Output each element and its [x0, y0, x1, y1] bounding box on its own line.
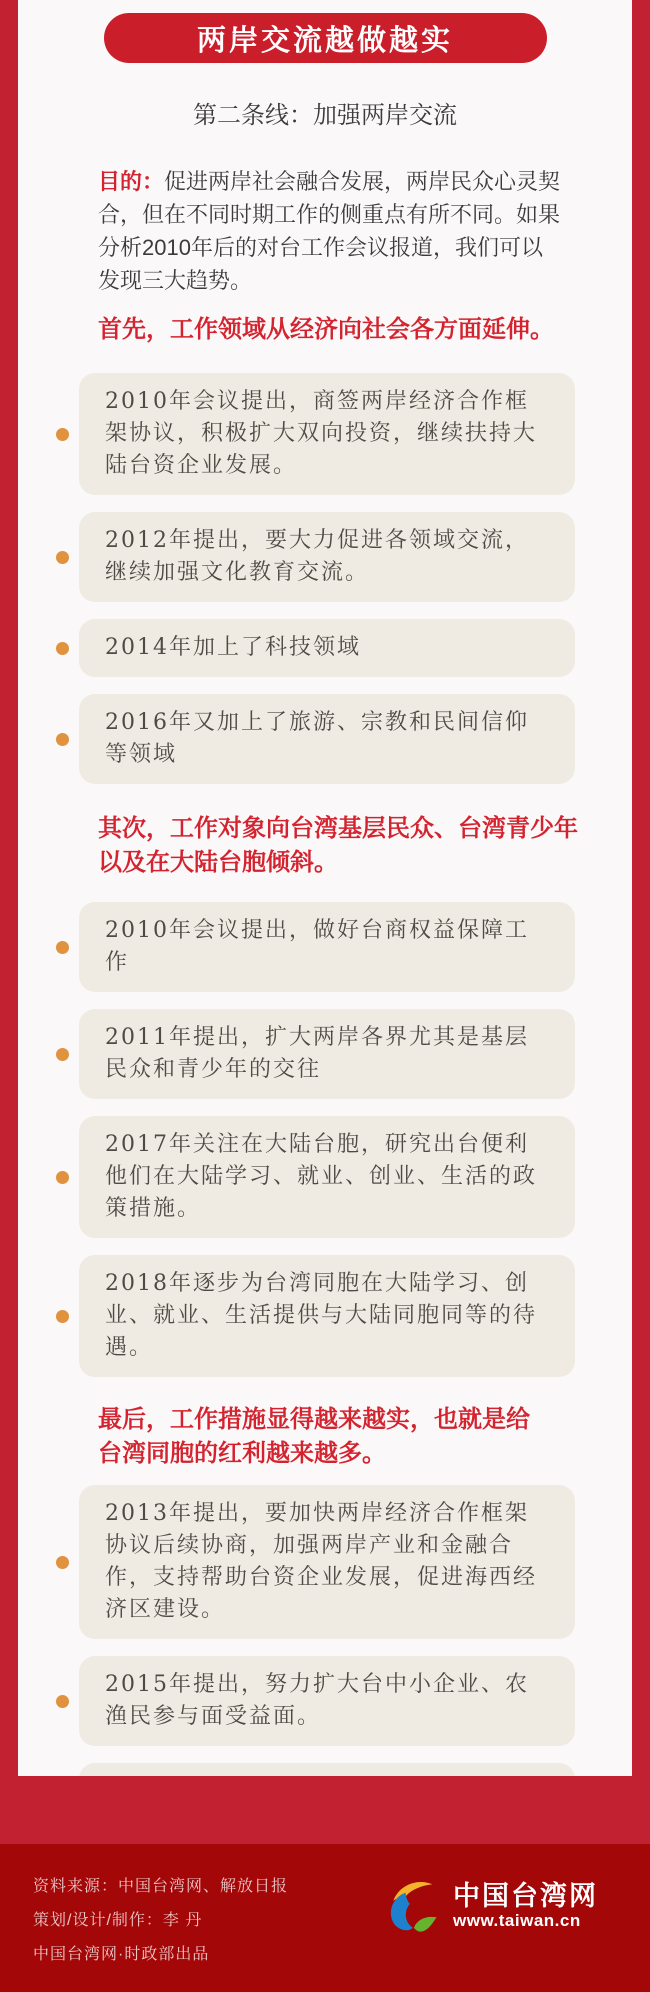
footer-source: 资料来源：中国台湾网、解放日报: [33, 1878, 289, 1895]
logo-text-block: [453, 1881, 598, 1931]
section-1-cards: [18, 373, 632, 784]
timeline-item: [56, 902, 632, 992]
timeline-card: 2017年关注在大陆台胞，研究出台便利他们在大陆学习、就业、创业、生活的政策措施。: [79, 1116, 575, 1238]
bullet-dot-icon: [56, 1048, 69, 1061]
timeline-item: [56, 1656, 632, 1746]
bullet-dot-icon: [56, 642, 69, 655]
timeline-item: [56, 1255, 632, 1377]
footer-credits-block: [33, 1870, 288, 1972]
footer-credits: 策划/设计/制作：李 丹: [33, 1912, 203, 1929]
content-panel: [18, 0, 632, 1776]
timeline-card: 2010年会议提出，商签两岸经济合作框架协议，积极扩大双向投资，继续扶持大陆台资企业发展。: [79, 373, 575, 495]
logo-name: 中国台湾网: [453, 1881, 598, 1911]
timeline-item: [56, 512, 632, 602]
bullet-dot-icon: [56, 551, 69, 564]
timeline-card: 2012年提出，要大力促进各领域交流，继续加强文化教育交流。: [79, 512, 575, 602]
section-2-cards: [18, 902, 632, 1377]
intro-text: 促进两岸社会融合发展，两岸民众心灵契合，但在不同时期工作的侧重点有所不同。如果分析2010年后的对台工作会议报道，我们可以发现三大趋势。: [98, 169, 561, 293]
timeline-card: [79, 1763, 575, 1776]
intro-label: 目的：: [98, 169, 165, 194]
intro-paragraph: [98, 165, 563, 297]
section-heading-3: 最后，工作措施显得越来越实，也就是给台湾同胞的红利越来越多。: [98, 1406, 530, 1467]
timeline-card: 2010年会议提出，做好台商权益保障工作: [79, 902, 575, 992]
logo-url: www.taiwan.cn: [453, 1911, 581, 1930]
taiwan-net-swirl-icon: [385, 1876, 447, 1936]
timeline-card: 2011年提出，扩大两岸各界尤其是基层民众和青少年的交往: [79, 1009, 575, 1099]
timeline-card: 2013年提出，要加快两岸经济合作框架协议后续协商，加强两岸产业和金融合作，支持帮助台资企业发展，促进海西经济区建设。: [79, 1485, 575, 1639]
bullet-dot-icon: [56, 733, 69, 746]
footer-producer: 中国台湾网·时政部出品: [33, 1946, 210, 1963]
page-title: 两岸交流越做越实: [104, 13, 547, 63]
bullet-dot-icon: [56, 1556, 69, 1569]
bullet-dot-icon: [56, 428, 69, 441]
bullet-dot-icon: [56, 1695, 69, 1708]
timeline-item: [56, 1485, 632, 1639]
bullet-dot-icon: [56, 1310, 69, 1323]
timeline-card: 2015年提出，努力扩大台中小企业、农渔民参与面受益面。: [79, 1656, 575, 1746]
section-3-cards: [18, 1485, 632, 1776]
timeline-card: 2018年逐步为台湾同胞在大陆学习、创业、就业、生活提供与大陆同胞同等的待遇。: [79, 1255, 575, 1377]
page-subtitle: 第二条线：加强两岸交流: [193, 102, 457, 129]
taiwan-net-logo: [385, 1876, 598, 1936]
timeline-card: 2016年又加上了旅游、宗教和民间信仰等领域: [79, 694, 575, 784]
timeline-item: [56, 1116, 632, 1238]
timeline-item: [56, 373, 632, 495]
timeline-card: 2014年加上了科技领域: [79, 619, 575, 677]
footer: [0, 1844, 650, 1992]
timeline-item: [56, 694, 632, 784]
timeline-item: [56, 619, 632, 677]
bullet-dot-icon: [56, 941, 69, 954]
timeline-item: [56, 1009, 632, 1099]
bullet-dot-icon: [56, 1171, 69, 1184]
section-heading-2: 其次，工作对象向台湾基层民众、台湾青少年以及在大陆台胞倾斜。: [98, 815, 578, 876]
section-heading-1: 首先，工作领域从经济向社会各方面延伸。: [98, 316, 554, 343]
timeline-item: [56, 1763, 632, 1776]
